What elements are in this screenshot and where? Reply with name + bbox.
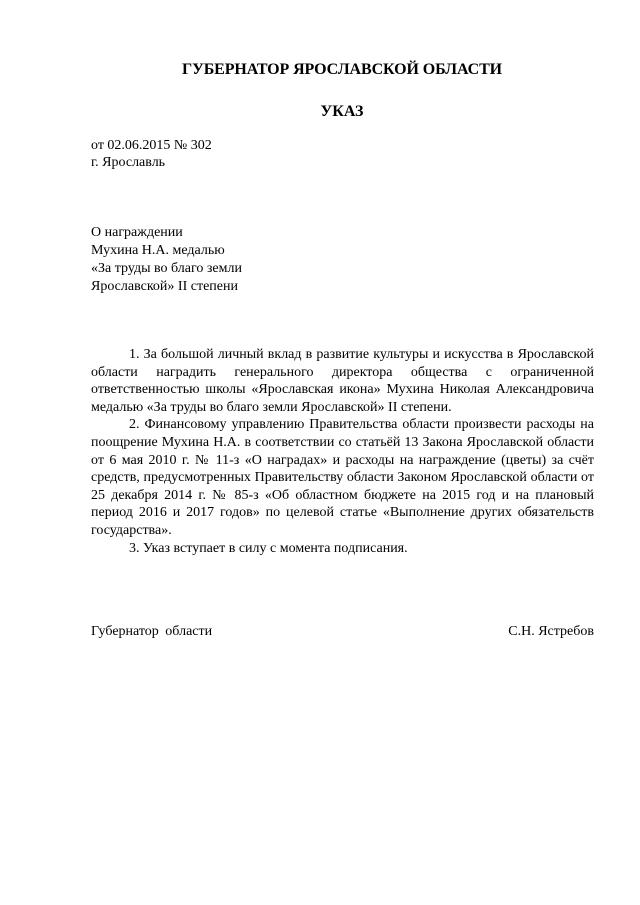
signatory-title: Губернатор области: [91, 624, 213, 639]
body-paragraph-1: 1. За большой личный вклад в развитие культуры и искусства в Ярославской области наградить генерального директора общества с ограниченной ответственностью школы «Ярославская икона» Мухина Николая Александровича медалью «За труды во благо земли Ярославской» II степени.: [91, 347, 594, 415]
subject-line: Ярославской» II степени: [91, 279, 238, 294]
subject-line: О награждении: [91, 225, 183, 240]
issuing-authority: ГУБЕРНАТОР ЯРОСЛАВСКОЙ ОБЛАСТИ: [181, 61, 503, 78]
document-body: [91, 346, 594, 557]
document-meta: [91, 137, 212, 171]
signatory-name: С.Н. Ястребов: [508, 624, 594, 639]
document-subject: [91, 224, 242, 296]
date-and-number: от 02.06.2015 № 302: [91, 138, 212, 153]
body-paragraph-2: 2. Финансовому управлению Правительства области произвести расходы на поощрение Мухина Н.А. в соответствии со статьёй 13 Закона Ярославской области от 6 мая 2010 г. № 11-з «О наградах» и расходы на награждение (цветы) за счёт средств, предусмотренных Правительству области Законом Ярославской области от 25 декабря 2014 г. № 85-з «Об областном бюджете на 2015 год и на плановый период 2016 и 2017 годов» по целевой статье «Выполнение других обязательств государства».: [91, 417, 594, 538]
subject-line: «За труды во благо земли: [91, 261, 242, 276]
body-paragraph-3: 3. Указ вступает в силу с момента подписания.: [129, 540, 408, 556]
subject-line: Мухина Н.А. медалью: [91, 243, 225, 258]
city: г. Ярославль: [91, 155, 166, 170]
document-type-title: УКАЗ: [320, 103, 364, 120]
